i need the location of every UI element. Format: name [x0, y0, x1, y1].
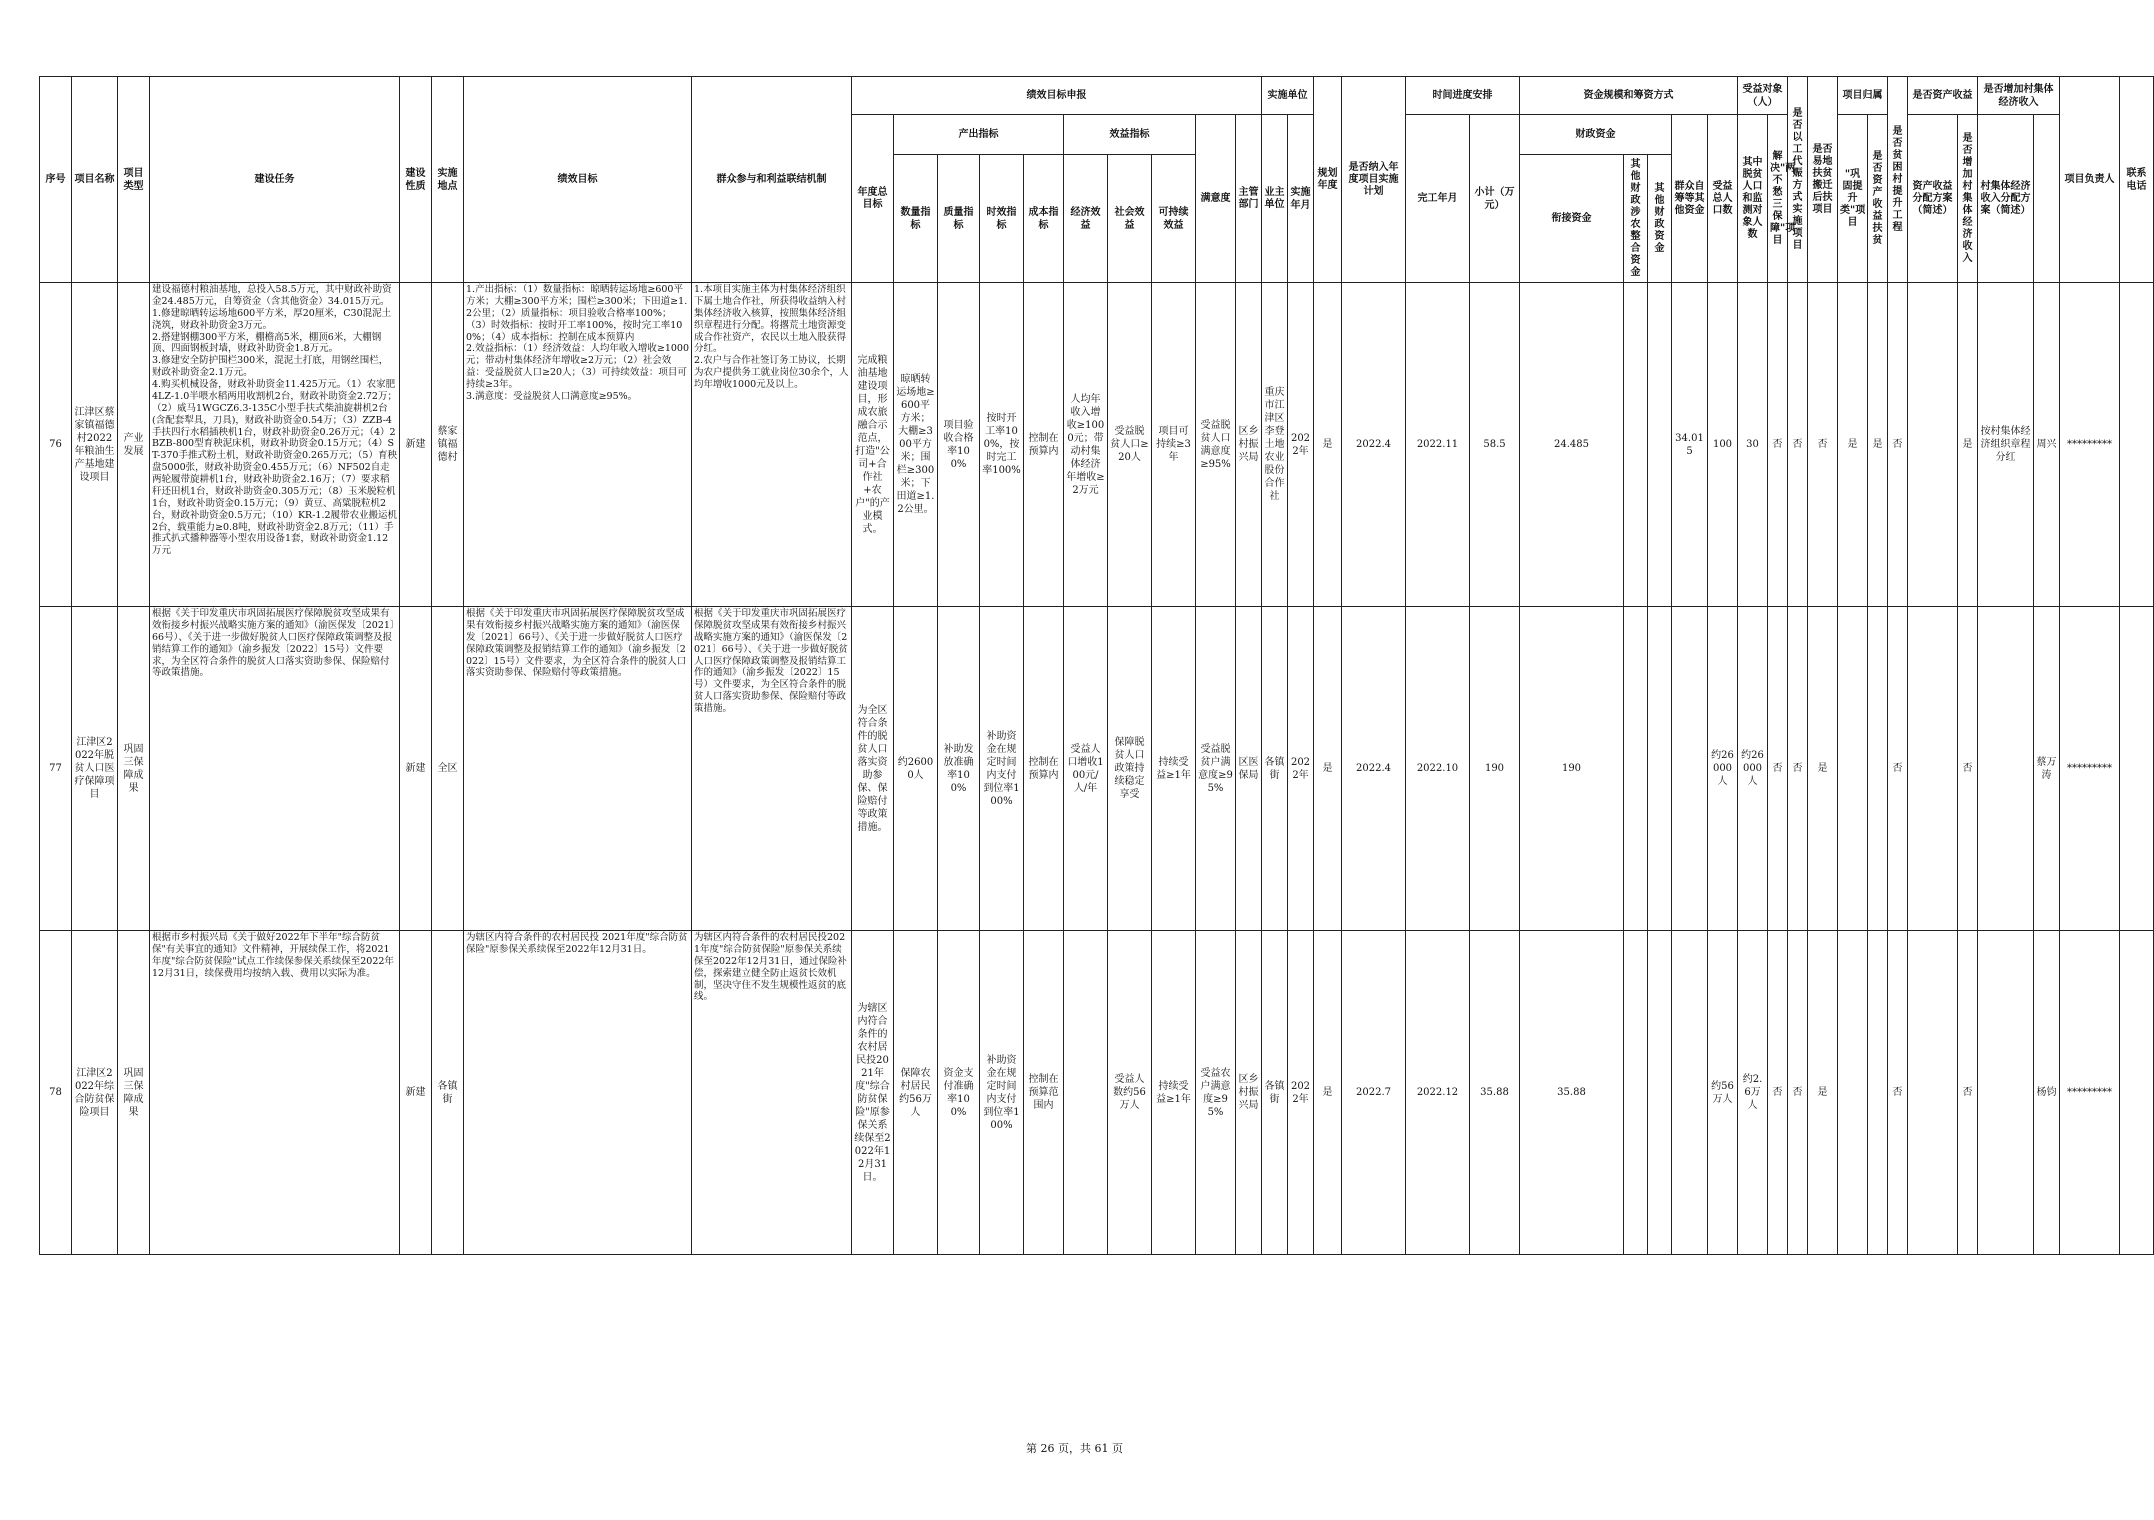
cell-name: 江津区蔡家镇福德村2022年粮油生产基地建设项目 — [72, 283, 118, 607]
col-collective-plan: 村集体经济收入分配方案（简述） — [1978, 115, 2034, 283]
cell-phone: ********* — [2060, 607, 2120, 931]
col-phone: 联系电话 — [2120, 77, 2154, 283]
cell-qty: 晾晒转运场地≥600平方米；大棚≥300平方米；围栏≥300米；下田道≥1.2公里。 — [894, 283, 938, 607]
cell-timeliness: 按时开工率100%，按时完工率100% — [980, 283, 1024, 607]
cell-end: 2022.12 — [1406, 931, 1470, 1255]
cell-goals: 1.产出指标：（1）数量指标：晾晒转运场地≥600平方米；大棚≥300平方米；围栏≥300米；下田道≥1.2公里；（2）质量指标：项目验收合格率100%； （3）时效指标：按时开工率100%，按时完工率100%；（4）成本指标：控制在成本预算内 2.效益指标：（1）经济效益：人均年收入增收≥1000元；带动村集体经济年增收≥2万元；（2）社会效益：受益脱贫人口≥20人；（3）可持续效益：项目可持续≥3年。 3.满意度：受益脱贫人口满意度≥95%。 — [464, 283, 692, 607]
cell-dept: 区乡村振兴局 — [1236, 931, 1262, 1255]
cell-self-raised — [1672, 931, 1708, 1255]
cell-type: 产业发展 — [118, 283, 150, 607]
col-group-kpi: 绩效目标申报 — [852, 77, 1262, 115]
cell-other-fiscal — [1648, 931, 1672, 1255]
cell-sustain: 项目可持续≥3年 — [1152, 283, 1196, 607]
cell-dept: 区乡村振兴局 — [1236, 283, 1262, 607]
cell-collective-flag: 否 — [1958, 931, 1978, 1255]
col-end: 完工年月 — [1406, 115, 1470, 283]
col-sustain: 可持续效益 — [1152, 155, 1196, 283]
col-village-project: 是否贫困村提升工程 — [1888, 77, 1908, 283]
cell-location: 蔡家镇福德村 — [432, 283, 464, 607]
cell-qty: 保障农村居民约56万人 — [894, 931, 938, 1255]
cell-plan-year: 2022年 — [1288, 607, 1314, 931]
col-group-output: 产出指标 — [894, 115, 1064, 155]
col-linked: 衔接资金 — [1520, 155, 1624, 283]
cell-seq: 78 — [40, 931, 72, 1255]
cell-subtotal: 35.88 — [1470, 931, 1520, 1255]
cell-poor-pop: 约26000人 — [1738, 607, 1768, 931]
cell-manager: 杨钧 — [2034, 931, 2060, 1255]
cell-nature: 新建 — [400, 931, 432, 1255]
cell-cost: 控制在预算范围内 — [1024, 931, 1064, 1255]
col-group-unit: 实施单位 — [1262, 77, 1314, 115]
cell-plan-year: 2022年 — [1288, 931, 1314, 1255]
cell-relocation: 否 — [1788, 283, 1808, 607]
cell-start: 2022.4 — [1342, 607, 1406, 931]
cell-other-fiscal — [1648, 607, 1672, 931]
col-qty: 数量指标 — [894, 155, 938, 283]
col-subtotal: 小计（万元） — [1470, 115, 1520, 283]
cell-satisfaction: 受益脱贫户满意度≥95% — [1196, 607, 1236, 931]
table-body — [40, 283, 2154, 1255]
cell-asset-plan — [1908, 931, 1958, 1255]
cell-collective-flag: 否 — [1958, 607, 1978, 931]
col-timeliness: 时效指标 — [980, 155, 1024, 283]
col-satisfaction: 满意度 — [1196, 115, 1236, 283]
cell-start: 2022.7 — [1342, 931, 1406, 1255]
cell-name: 江津区2022年综合防贫保险项目 — [72, 931, 118, 1255]
cell-collective-plan — [1978, 931, 2034, 1255]
cell-village-project — [1868, 607, 1888, 931]
cell-quality: 项目验收合格率100% — [938, 283, 980, 607]
cell-work-relief: 否 — [1768, 607, 1788, 931]
cell-location: 各镇街 — [432, 931, 464, 1255]
cell-econ — [1064, 931, 1108, 1255]
cell-phone: ********* — [2060, 931, 2120, 1255]
col-goals: 绩效目标 — [464, 77, 692, 283]
col-group-asset: 是否资产收益 — [1908, 77, 1978, 115]
col-tasks: 建设任务 — [150, 77, 400, 283]
col-work-relief: 是否以工代赈方式实施项目 — [1788, 77, 1808, 283]
col-other-fiscal: 其他财政资金 — [1648, 155, 1672, 283]
col-asset-plan: 资产收益分配方案（简述） — [1908, 115, 1958, 283]
col-asset-flag: 是否资产收益扶贫 — [1868, 115, 1888, 283]
cell-econ: 人均年收入增收≥1000元；带动村集体经济年增收≥2万元 — [1064, 283, 1108, 607]
col-plan-year: 规划年度 — [1314, 77, 1342, 283]
cell-asset-flag: 否 — [1888, 283, 1908, 607]
col-relocation: 是否易地扶贫搬迁后扶项目 — [1808, 77, 1838, 283]
col-poor-pop: 其中脱贫人口和监测对象人数 — [1738, 115, 1768, 283]
cell-remark — [2120, 607, 2154, 931]
cell-name: 江津区2022年脱贫人口医疗保障项目 — [72, 607, 118, 931]
cell-tasks: 根据《关于印发重庆市巩固拓展医疗保障脱贫攻坚成果有效衔接乡村振兴战略实施方案的通知》（渝医保发〔2021〕66号）、《关于进一步做好脱贫人口医疗保障政策调整及报销结算工作的通知》（渝乡振发〔2022〕15号）文件要求，为全区符合条件的脱贫人口落实资助参保、保险赔付等政策措施。 — [150, 607, 400, 931]
col-group-benefit: 效益指标 — [1064, 115, 1196, 155]
project-table — [39, 76, 2154, 1255]
col-econ: 经济效益 — [1064, 155, 1108, 283]
cell-other-agri — [1624, 931, 1648, 1255]
cell-type: 巩固三保障成果 — [118, 931, 150, 1255]
cell-phone: ********* — [2060, 283, 2120, 607]
col-group-beneficiary: 受益对象（人） — [1738, 77, 1788, 115]
cell-linked: 35.88 — [1520, 931, 1624, 1255]
cell-relocation: 否 — [1788, 931, 1808, 1255]
col-cost: 成本指标 — [1024, 155, 1064, 283]
cell-consolidate: 是 — [1838, 283, 1868, 607]
cell-annual-goal: 为全区符合条件的脱贫人口落实资助参保、保险赔付等政策措施。 — [852, 607, 894, 931]
col-in-plan: 是否纳入年度项目实施计划 — [1342, 77, 1406, 283]
cell-in-plan: 是 — [1314, 607, 1342, 931]
cell-benefit-total: 约26000人 — [1708, 607, 1738, 931]
col-self-raised: 群众自筹等其他资金 — [1672, 115, 1708, 283]
cell-other-agri — [1624, 283, 1648, 607]
cell-collective-plan: 按村集体经济组织章程分红 — [1978, 283, 2034, 607]
cell-work-relief: 否 — [1768, 283, 1788, 607]
cell-econ: 受益人口增收100元/人/年 — [1064, 607, 1108, 931]
cell-nature: 新建 — [400, 607, 432, 931]
col-other-agri: 其他财政涉农整合资金 — [1624, 155, 1648, 283]
cell-other-agri — [1624, 607, 1648, 931]
cell-mechanism: 根据《关于印发重庆市巩固拓展医疗保障脱贫攻坚成果有效衔接乡村振兴战略实施方案的通知》（渝医保发〔2021〕66号）、《关于进一步做好脱贫人口医疗保障政策调整及报销结算工作的通知》（渝乡振发〔2022〕15号）文件要求，为全区符合条件的脱贫人口落实资助参保、保险赔付等政策措施。 — [692, 607, 852, 931]
cell-end: 2022.10 — [1406, 607, 1470, 931]
cell-cost: 控制在预算内 — [1024, 283, 1064, 607]
cell-other-fiscal — [1648, 283, 1672, 607]
cell-asset-plan — [1908, 283, 1958, 607]
cell-asset-flag: 否 — [1888, 931, 1908, 1255]
cell-consolidate — [1838, 607, 1868, 931]
cell-owner: 各镇街 — [1262, 607, 1288, 931]
cell-two-worries: 是 — [1808, 607, 1838, 931]
col-manager: 项目负责人 — [2060, 77, 2120, 283]
cell-in-plan: 是 — [1314, 283, 1342, 607]
cell-linked: 24.485 — [1520, 283, 1624, 607]
cell-subtotal: 58.5 — [1470, 283, 1520, 607]
col-group-collective: 是否增加村集体经济收入 — [1978, 77, 2060, 115]
cell-consolidate — [1838, 931, 1868, 1255]
cell-linked: 190 — [1520, 607, 1624, 931]
cell-collective-plan — [1978, 607, 2034, 931]
cell-in-plan: 是 — [1314, 931, 1342, 1255]
cell-sustain: 持续受益≥1年 — [1152, 931, 1196, 1255]
cell-two-worries: 是 — [1808, 931, 1838, 1255]
cell-social: 受益人数约56万人 — [1108, 931, 1152, 1255]
cell-nature: 新建 — [400, 283, 432, 607]
cell-annual-goal: 为辖区内符合条件的农村居民投2021年度"综合防贫保险"原参保关系续保至2022年12月31日。 — [852, 931, 894, 1255]
cell-manager: 蔡万涛 — [2034, 607, 2060, 931]
cell-plan-year: 2022年 — [1288, 283, 1314, 607]
cell-owner: 重庆市江津区李登土地农业股份合作社 — [1262, 283, 1288, 607]
cell-end: 2022.11 — [1406, 283, 1470, 607]
col-group-schedule: 时间进度安排 — [1406, 77, 1520, 115]
cell-poor-pop: 30 — [1738, 283, 1768, 607]
cell-mechanism: 1.本项目实施主体为村集体经济组织下属土地合作社，所获得收益纳入村集体经济收入核算，按照集体经济组织章程进行分配。将撂荒土地资源变成合作社资产，农民以土地入股获得分红。 2.农户与合作社签订务工协议，长期为农户提供务工就业岗位30余个，人均年增收1000元及以上。 — [692, 283, 852, 607]
col-group-fund: 资金规模和筹资方式 — [1520, 77, 1738, 115]
cell-asset-plan — [1908, 607, 1958, 931]
col-collective-flag: 是否增加村集体经济收入 — [1958, 115, 1978, 283]
cell-qty: 约26000人 — [894, 607, 938, 931]
col-name: 项目名称 — [72, 77, 118, 283]
col-consolidate: "巩固提升类"项目 — [1838, 115, 1868, 283]
cell-manager: 周兴 — [2034, 283, 2060, 607]
col-two-worries: 解决"两不愁三保障"项目 — [1768, 115, 1788, 283]
cell-remark — [2120, 283, 2154, 607]
cell-quality: 补助发放准确率100% — [938, 607, 980, 931]
cell-social: 受益脱贫人口≥20人 — [1108, 283, 1152, 607]
col-seq: 序号 — [40, 77, 72, 283]
cell-self-raised — [1672, 607, 1708, 931]
cell-mechanism: 为辖区内符合条件的农村居民投2021年度"综合防贫保险"原参保关系续保至2022年12月31日，通过保险补偿，探索建立健全防止返贫长效机制，坚决守住不发生规模性返贫的底线。 — [692, 931, 852, 1255]
cell-satisfaction: 受益脱贫人口满意度≥95% — [1196, 283, 1236, 607]
cell-collective-flag: 是 — [1958, 283, 1978, 607]
col-dept: 主管部门 — [1236, 115, 1262, 283]
cell-seq: 77 — [40, 607, 72, 931]
cell-timeliness: 补助资金在规定时间内支付到位率100% — [980, 607, 1024, 931]
cell-tasks: 根据市乡村振兴局《关于做好2022年下半年"综合防贫保"有关事宜的通知》文件精神，开展续保工作，将2021年度"综合防贫保险"试点工作续保参保关系续保至2022年12月31日，续保费用均按纳入载、费用以实际为准。 — [150, 931, 400, 1255]
cell-village-project: 是 — [1868, 283, 1888, 607]
col-nature: 建设性质 — [400, 77, 432, 283]
cell-remark — [2120, 931, 2154, 1255]
cell-tasks: 建设福德村粮油基地，总投入58.5万元，其中财政补助资金24.485万元，自筹资金（含其他资金）34.015万元。 1.修建晾晒转运场地600平方米，厚20厘米，C30混泥土浇筑，财政补助资金3万元。 2.搭建钢棚300平方米，棚檐高5米，棚顶6米，大棚钢顶、四面钢板封墙，财政补助资金1.8万元。 3.修建安全防护围栏300米，混泥土打底，用钢丝围栏，财政补助资金2.1万元。 4.购买机械设备，财政补助资金11.425万元。（1）农家肥4LZ-1.0半喂水稻两用收割机2台，财政补助资金2.72万；（2）威马1WGCZ6.3-135C小型手扶式柴油旋耕机2台(含配套犁具，刀具)，财政补助资金0.54万；（3）ZZB-4手扶四行水稻插秧机1台，财政补助资金0.26万元；（4）2BZB-800型育秧泥床机，财政补助资金0.15万元；（4）ST-370手推式粉土机，财政补助资金0.265万元；（5）育秧盘5000张，财政补助资金0.455万元；（6）NF502自走两轮履带旋耕机1台，财政补助资金2.16万；（7）要求稻秆还田机1台，财政补助资金0.305万元；（8）玉米脱粒机1台，财政补助资金0.15万元；（9）黄豆、高粱脱粒机2台，财政补助资金0.5万元；（10）KR-1.2履带农业搬运机2台，载重能力≥0.8吨，财政补助资金2.8万元；（11）手推式扒式播种器等小型农用设备1套，财政补助资金1.12万元 — [150, 283, 400, 607]
cell-relocation: 否 — [1788, 607, 1808, 931]
cell-benefit-total: 约56万人 — [1708, 931, 1738, 1255]
col-quality: 质量指标 — [938, 155, 980, 283]
cell-timeliness: 补助资金在规定时间内支付到位率100% — [980, 931, 1024, 1255]
cell-self-raised: 34.015 — [1672, 283, 1708, 607]
col-location: 实施地点 — [432, 77, 464, 283]
col-owner: 业主单位 — [1262, 115, 1288, 283]
cell-asset-flag: 否 — [1888, 607, 1908, 931]
cell-two-worries: 否 — [1808, 283, 1838, 607]
cell-annual-goal: 完成粮油基地建设项目，形成农旅融合示范点，打造"公司+合作社+农户"的产业模式。 — [852, 283, 894, 607]
cell-owner: 各镇街 — [1262, 931, 1288, 1255]
cell-satisfaction: 受益农户满意度≥95% — [1196, 931, 1236, 1255]
cell-goals: 根据《关于印发重庆市巩固拓展医疗保障脱贫攻坚成果有效衔接乡村振兴战略实施方案的通知》（渝医保发〔2021〕66号）、《关于进一步做好脱贫人口医疗保障政策调整及报销结算工作的通知》（渝乡振发〔2022〕15号）文件要求，为全区符合条件的脱贫人口落实资助参保、保险赔付等政策措施。 — [464, 607, 692, 931]
cell-cost: 控制在预算内 — [1024, 607, 1064, 931]
cell-benefit-total: 100 — [1708, 283, 1738, 607]
col-group-fiscal: 财政资金 — [1520, 115, 1672, 155]
cell-goals: 为辖区内符合条件的农村居民投 2021年度"综合防贫保险"原参保关系续保至2022年12月31日。 — [464, 931, 692, 1255]
cell-location: 全区 — [432, 607, 464, 931]
col-social: 社会效益 — [1108, 155, 1152, 283]
col-start: 实施年月 — [1288, 115, 1314, 283]
col-group-attribution: 项目归属 — [1838, 77, 1888, 115]
cell-work-relief: 否 — [1768, 931, 1788, 1255]
cell-seq: 76 — [40, 283, 72, 607]
cell-social: 保障脱贫人口政策持续稳定享受 — [1108, 607, 1152, 931]
cell-subtotal: 190 — [1470, 607, 1520, 931]
col-benefit-total: 受益总人口数 — [1708, 115, 1738, 283]
table-row — [40, 931, 2154, 1255]
col-annual-goal: 年度总目标 — [852, 115, 894, 283]
cell-type: 巩固三保障成果 — [118, 607, 150, 931]
col-mechanism: 群众参与和利益联结机制 — [692, 77, 852, 283]
cell-quality: 资金支付准确率100% — [938, 931, 980, 1255]
cell-start: 2022.4 — [1342, 283, 1406, 607]
cell-dept: 区医保局 — [1236, 607, 1262, 931]
cell-poor-pop: 约2.6万人 — [1738, 931, 1768, 1255]
table-row — [40, 283, 2154, 607]
page-footer: 第 26 页，共 61 页 — [1026, 1442, 1123, 1455]
col-type: 项目类型 — [118, 77, 150, 283]
cell-village-project — [1868, 931, 1888, 1255]
table-row — [40, 607, 2154, 931]
cell-sustain: 持续受益≥1年 — [1152, 607, 1196, 931]
